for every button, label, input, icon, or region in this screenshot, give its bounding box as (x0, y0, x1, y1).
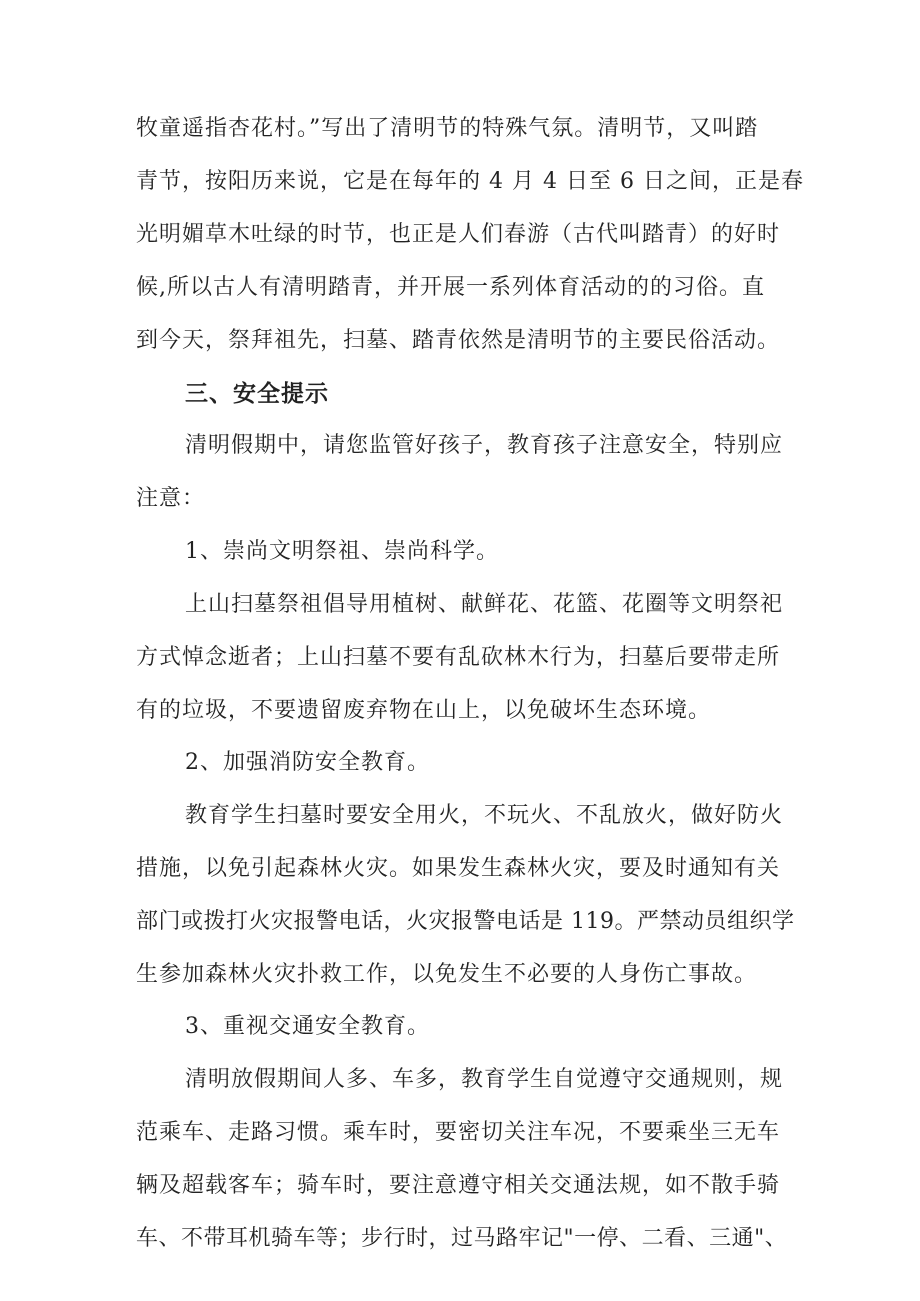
paragraph-line: 光明媚草木吐绿的时节，也正是人们春游（古代叫踏青）的好时 (136, 222, 781, 247)
paragraph-line: 清明假期中，请您监管好孩子，教育孩子注意安全，特别应 (185, 433, 784, 458)
section-heading: 三、安全提示 (185, 380, 329, 407)
paragraph-line: 措施，以免引起森林火灾。如果发生森林火灾，要及时通知有关 (136, 856, 781, 881)
paragraph-line: 车、不带耳机骑车等；步行时，过马路牢记"一停、二看、三通"、 (136, 1226, 788, 1251)
paragraph-line: 辆及超载客车；骑车时，要注意遵守相关交通法规，如不散手骑 (136, 1173, 781, 1198)
paragraph-line: 有的垃圾，不要遗留废弃物在山上，以免破坏生态环境。 (136, 698, 712, 723)
item-title: 3、重视交通安全教育。 (185, 1014, 430, 1039)
paragraph-line: 到今天，祭拜祖先，扫墓、踏青依然是清明节的主要民俗活动。 (136, 328, 781, 353)
paragraph-line: 青节，按阳历来说，它是在每年的 4 月 4 日至 6 日之间，正是春 (136, 169, 804, 194)
paragraph-line: 生参加森林火灾扑救工作，以免发生不必要的人身伤亡事故。 (136, 962, 758, 987)
paragraph-line: 方式悼念逝者；上山扫墓不要有乱砍林木行为，扫墓后要带走所 (136, 645, 781, 670)
paragraph-line: 部门或拨打火灾报警电话，火灾报警电话是 119。严禁动员组织学 (136, 909, 795, 934)
paragraph-line: 候,所以古人有清明踏青，并开展一系列体育活动的的习俗。直 (136, 275, 765, 300)
paragraph-line: 范乘车、走路习惯。乘车时，要密切关注车况，不要乘坐三无车 (136, 1120, 781, 1145)
item-title: 2、加强消防安全教育。 (185, 750, 430, 775)
paragraph-line: 注意： (136, 486, 206, 511)
paragraph-line: 清明放假期间人多、车多，教育学生自觉遵守交通规则，规 (185, 1067, 784, 1092)
item-title: 1、崇尚文明祭祖、崇尚科学。 (185, 539, 499, 564)
paragraph-line: 牧童遥指杏花村。”写出了清明节的特殊气氛。清明节，又叫踏 (136, 116, 759, 141)
paragraph-line: 教育学生扫墓时要安全用火，不玩火、不乱放火，做好防火 (185, 803, 784, 828)
paragraph-line: 上山扫墓祭祖倡导用植树、献鲜花、花篮、花圈等文明祭祀 (185, 592, 784, 617)
